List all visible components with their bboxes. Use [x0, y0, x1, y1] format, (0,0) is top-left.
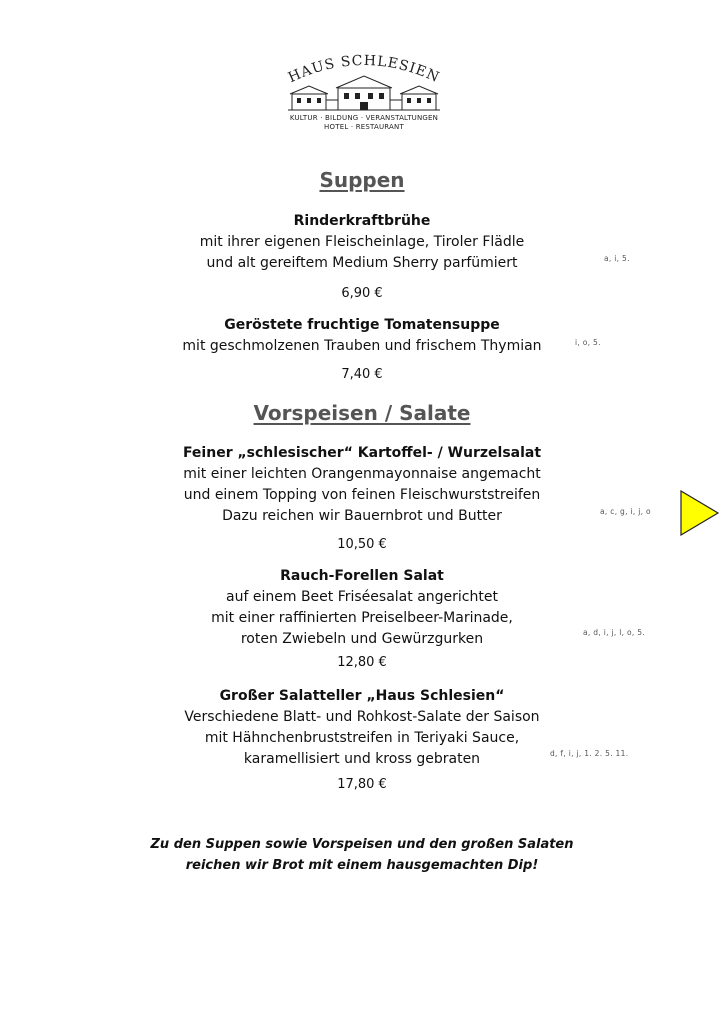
item-name: Großer Salatteller „Haus Schlesien“ — [219, 688, 505, 704]
menu-item — [0, 211, 724, 274]
section-title-vorspeisen: Vorspeisen / Salate — [253, 401, 471, 425]
item-allergens: a, d, i, j, l, o, 5. — [583, 628, 645, 637]
item-desc-line: Verschiedene Blatt- und Rohkost-Salate der Saison — [184, 709, 540, 725]
item-desc-line: Dazu reichen wir Bauernbrot und Butter — [222, 508, 502, 524]
section-title-suppen: Suppen — [319, 168, 405, 192]
item-price: 12,80 € — [337, 655, 387, 670]
footer-note — [0, 834, 724, 876]
item-desc-line: und alt gereiftem Medium Sherry parfümiert — [206, 255, 518, 271]
item-name: Feiner „schlesischer“ Kartoffel- / Wurzelsalat — [182, 445, 542, 461]
item-allergens: i, o, 5. — [575, 338, 601, 347]
triangle-right-icon[interactable] — [680, 490, 720, 536]
svg-text:HAUS SCHLESIEN — [286, 53, 442, 86]
item-desc-line: karamellisiert und kross gebraten — [243, 751, 481, 767]
item-price: 10,50 € — [337, 537, 387, 552]
item-price: 7,40 € — [341, 367, 383, 382]
item-desc-line: mit ihrer eigenen Fleischeinlage, Tiroler Flädle — [199, 234, 525, 250]
item-desc-line: und einem Topping von feinen Fleischwurststreifen — [183, 487, 541, 503]
logo-tagline-2: HOTEL · RESTAURANT — [324, 123, 404, 131]
item-desc-line: mit Hähnchenbruststreifen in Teriyaki Sauce, — [204, 730, 520, 746]
logo — [280, 52, 460, 152]
item-name: Rauch-Forellen Salat — [280, 568, 444, 584]
item-desc-line: auf einem Beet Friséesalat angerichtet — [226, 589, 498, 605]
item-allergens: a, i, 5. — [604, 254, 630, 263]
logo-building-icon — [280, 52, 448, 114]
item-desc-line: mit einer leichten Orangenmayonnaise angemacht — [183, 466, 541, 482]
menu-item — [0, 315, 724, 357]
footer-line: Zu den Suppen sowie Vorspeisen und den großen Salaten — [150, 837, 574, 852]
logo-name: HAUS SCHLESIEN — [285, 52, 443, 87]
item-price: 6,90 € — [341, 286, 383, 301]
menu-item — [0, 566, 724, 650]
item-name: Rinderkraftbrühe — [293, 213, 431, 229]
item-name: Geröstete fruchtige Tomatensuppe — [224, 317, 500, 333]
item-price: 17,80 € — [337, 777, 387, 792]
item-desc-line: mit geschmolzenen Trauben und frischem Thymian — [182, 338, 542, 354]
footer-line: reichen wir Brot mit einem hausgemachten Dip! — [185, 858, 539, 873]
item-desc-line: mit einer raffinierten Preiselbeer-Marinade, — [211, 610, 513, 626]
item-desc-line: roten Zwiebeln und Gewürzgurken — [240, 631, 484, 647]
logo-tagline-1: KULTUR · BILDUNG · VERANSTALTUNGEN — [289, 114, 439, 122]
item-allergens: d, f, i, j, 1. 2. 5. 11. — [550, 749, 629, 758]
item-allergens: a, c, g, i, j, o — [600, 507, 651, 516]
